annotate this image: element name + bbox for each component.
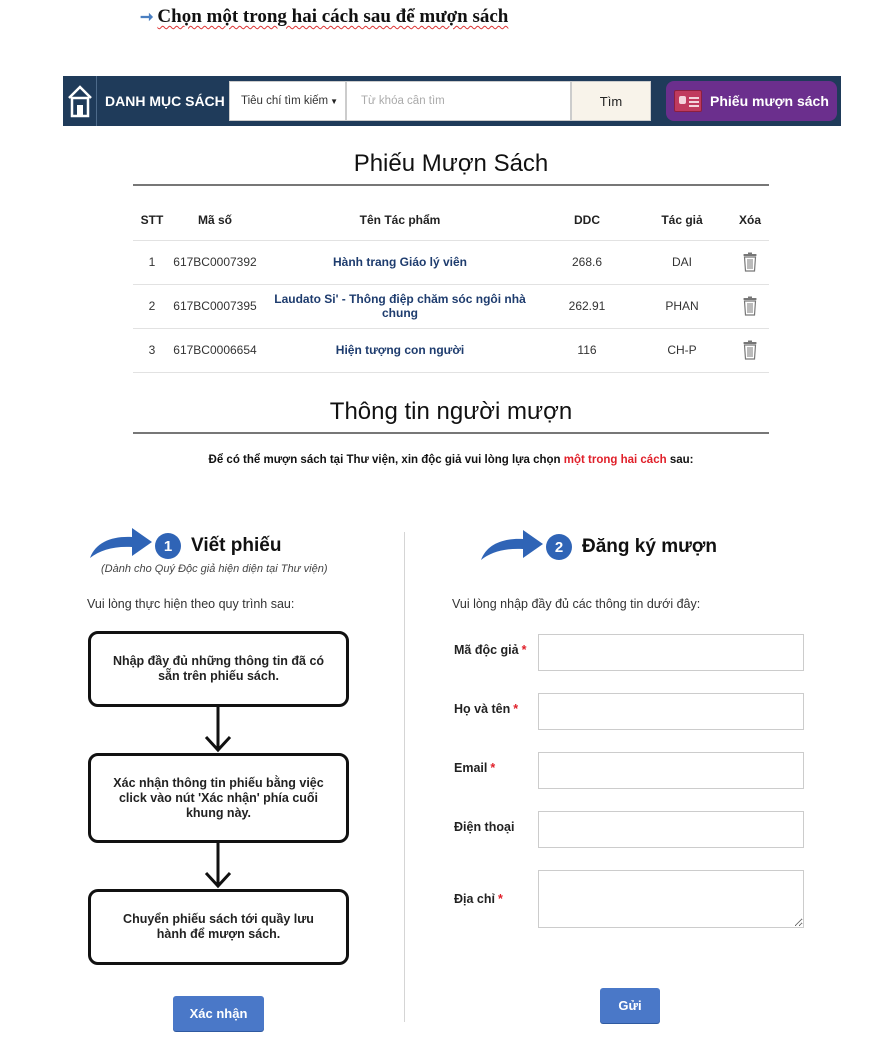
reader-id-label xyxy=(454,643,526,657)
row-ddc: 116 xyxy=(541,328,633,372)
required-mark: * xyxy=(498,892,503,906)
row-stt: 2 xyxy=(133,284,171,328)
option1-number: 1 xyxy=(155,533,181,559)
search-criteria-select[interactable] xyxy=(229,81,346,121)
row-stt: 1 xyxy=(133,240,171,284)
row-author: CH-P xyxy=(633,328,731,372)
search-input[interactable] xyxy=(346,81,571,121)
row-code: 617BC0006654 xyxy=(171,328,259,372)
table-row xyxy=(133,240,769,284)
home-icon xyxy=(67,84,93,118)
option1-note: Vui lòng thực hiện theo quy trình sau: xyxy=(87,597,295,611)
down-arrow-icon xyxy=(203,843,233,889)
row-title-link[interactable]: Hành trang Giáo lý viên xyxy=(259,240,541,284)
table-row xyxy=(133,284,769,328)
criteria-label: Tiêu chí tìm kiếm xyxy=(241,95,329,107)
column-header: Xóa xyxy=(738,212,761,227)
trash-icon[interactable] xyxy=(743,252,757,272)
row-ddc: 268.6 xyxy=(541,240,633,284)
document-heading-text: Chọn một trong hai cách sau để mượn sách xyxy=(157,6,509,27)
caret-down-icon: ▼ xyxy=(330,96,338,106)
email-label xyxy=(454,761,495,775)
reader-id-field[interactable] xyxy=(538,634,804,671)
borrow-instruction xyxy=(133,454,769,466)
book-table xyxy=(133,200,769,373)
column-divider xyxy=(404,532,405,1022)
instruction-highlight: một trong hai cách xyxy=(563,454,667,466)
row-title-link[interactable]: Hiện tượng con người xyxy=(259,328,541,372)
id-card-icon xyxy=(674,90,702,112)
required-mark: * xyxy=(490,761,496,775)
curved-arrow-icon xyxy=(88,524,154,560)
option2-note: Vui lòng nhập đầy đủ các thông tin dưới đây: xyxy=(452,597,701,611)
delete-cell xyxy=(731,284,769,328)
home-button[interactable] xyxy=(63,76,97,126)
fullname-label-text: Họ và tên xyxy=(454,702,511,716)
catalog-label: DANH MỤC SÁCH xyxy=(105,93,225,109)
option2-header xyxy=(546,534,717,560)
phone-label xyxy=(454,820,517,834)
down-arrow-icon xyxy=(203,707,233,753)
instruction-text-pre: Để có thể mượn sách tại Thư viện, xin độc giả vui lòng lựa chọn xyxy=(208,454,564,466)
flow-step-2: Xác nhận thông tin phiếu bằng việc click vào nút 'Xác nhận' phía cuối khung này. xyxy=(88,753,349,843)
address-field[interactable] xyxy=(538,870,804,928)
curved-arrow-icon xyxy=(479,526,545,562)
flow-step-1: Nhập đầy đủ những thông tin đã có sẵn trên phiếu sách. xyxy=(88,631,349,707)
arrow-right-icon: ➞ xyxy=(140,9,154,26)
column-header: Tên Tác phẩm xyxy=(359,212,441,227)
document-heading xyxy=(140,6,508,28)
phone-field[interactable] xyxy=(538,811,804,848)
phone-label-text: Điện thoại xyxy=(454,820,515,834)
search-button[interactable]: Tìm xyxy=(571,81,651,121)
column-header: DDC xyxy=(574,212,600,227)
option1-header xyxy=(155,533,281,559)
delete-cell xyxy=(731,328,769,372)
instruction-text-post: sau: xyxy=(666,454,694,466)
option1-label: Viết phiếu xyxy=(191,535,282,556)
trash-icon[interactable] xyxy=(743,296,757,316)
row-code: 617BC0007392 xyxy=(171,240,259,284)
confirm-button[interactable]: Xác nhận xyxy=(173,996,264,1031)
required-mark: * xyxy=(521,643,527,657)
address-label xyxy=(454,892,503,906)
column-header: Mã số xyxy=(197,212,232,227)
row-author: DAI xyxy=(633,240,731,284)
row-ddc: 262.91 xyxy=(541,284,633,328)
option1-subtitle: (Dành cho Quý Độc giả hiện diện tại Thư viện) xyxy=(101,563,328,575)
required-mark: * xyxy=(513,702,519,716)
borrow-slip-button-label: Phiếu mượn sách xyxy=(710,93,829,109)
flow-step-3: Chuyển phiếu sách tới quầy lưu hành để mượn sách. xyxy=(88,889,349,965)
address-label-text: Địa chỉ xyxy=(454,892,495,906)
trash-icon[interactable] xyxy=(743,340,757,360)
submit-button[interactable]: Gửi xyxy=(600,988,660,1023)
catalog-menu[interactable] xyxy=(105,76,243,126)
borrow-slip-title: Phiếu Mượn Sách xyxy=(133,150,769,186)
table-header-row xyxy=(133,200,769,240)
email-field[interactable] xyxy=(538,752,804,789)
row-author: PHAN xyxy=(633,284,731,328)
column-header: STT xyxy=(140,212,164,227)
row-stt: 3 xyxy=(133,328,171,372)
email-label-text: Email xyxy=(454,761,488,775)
borrow-slip-button[interactable] xyxy=(666,81,837,121)
delete-cell xyxy=(731,240,769,284)
table-row xyxy=(133,328,769,372)
reader-id-label-text: Mã độc giả xyxy=(454,643,519,657)
fullname-label xyxy=(454,702,518,716)
top-navbar xyxy=(63,76,841,126)
option2-label: Đăng ký mượn xyxy=(582,536,717,557)
borrower-info-title: Thông tin người mượn xyxy=(133,398,769,434)
column-header: Tác giả xyxy=(661,212,703,227)
row-code: 617BC0007395 xyxy=(171,284,259,328)
row-title-link[interactable]: Laudato Si' - Thông điệp chăm sóc ngôi nhà chung xyxy=(259,284,541,328)
fullname-field[interactable] xyxy=(538,693,804,730)
option2-number: 2 xyxy=(546,534,572,560)
